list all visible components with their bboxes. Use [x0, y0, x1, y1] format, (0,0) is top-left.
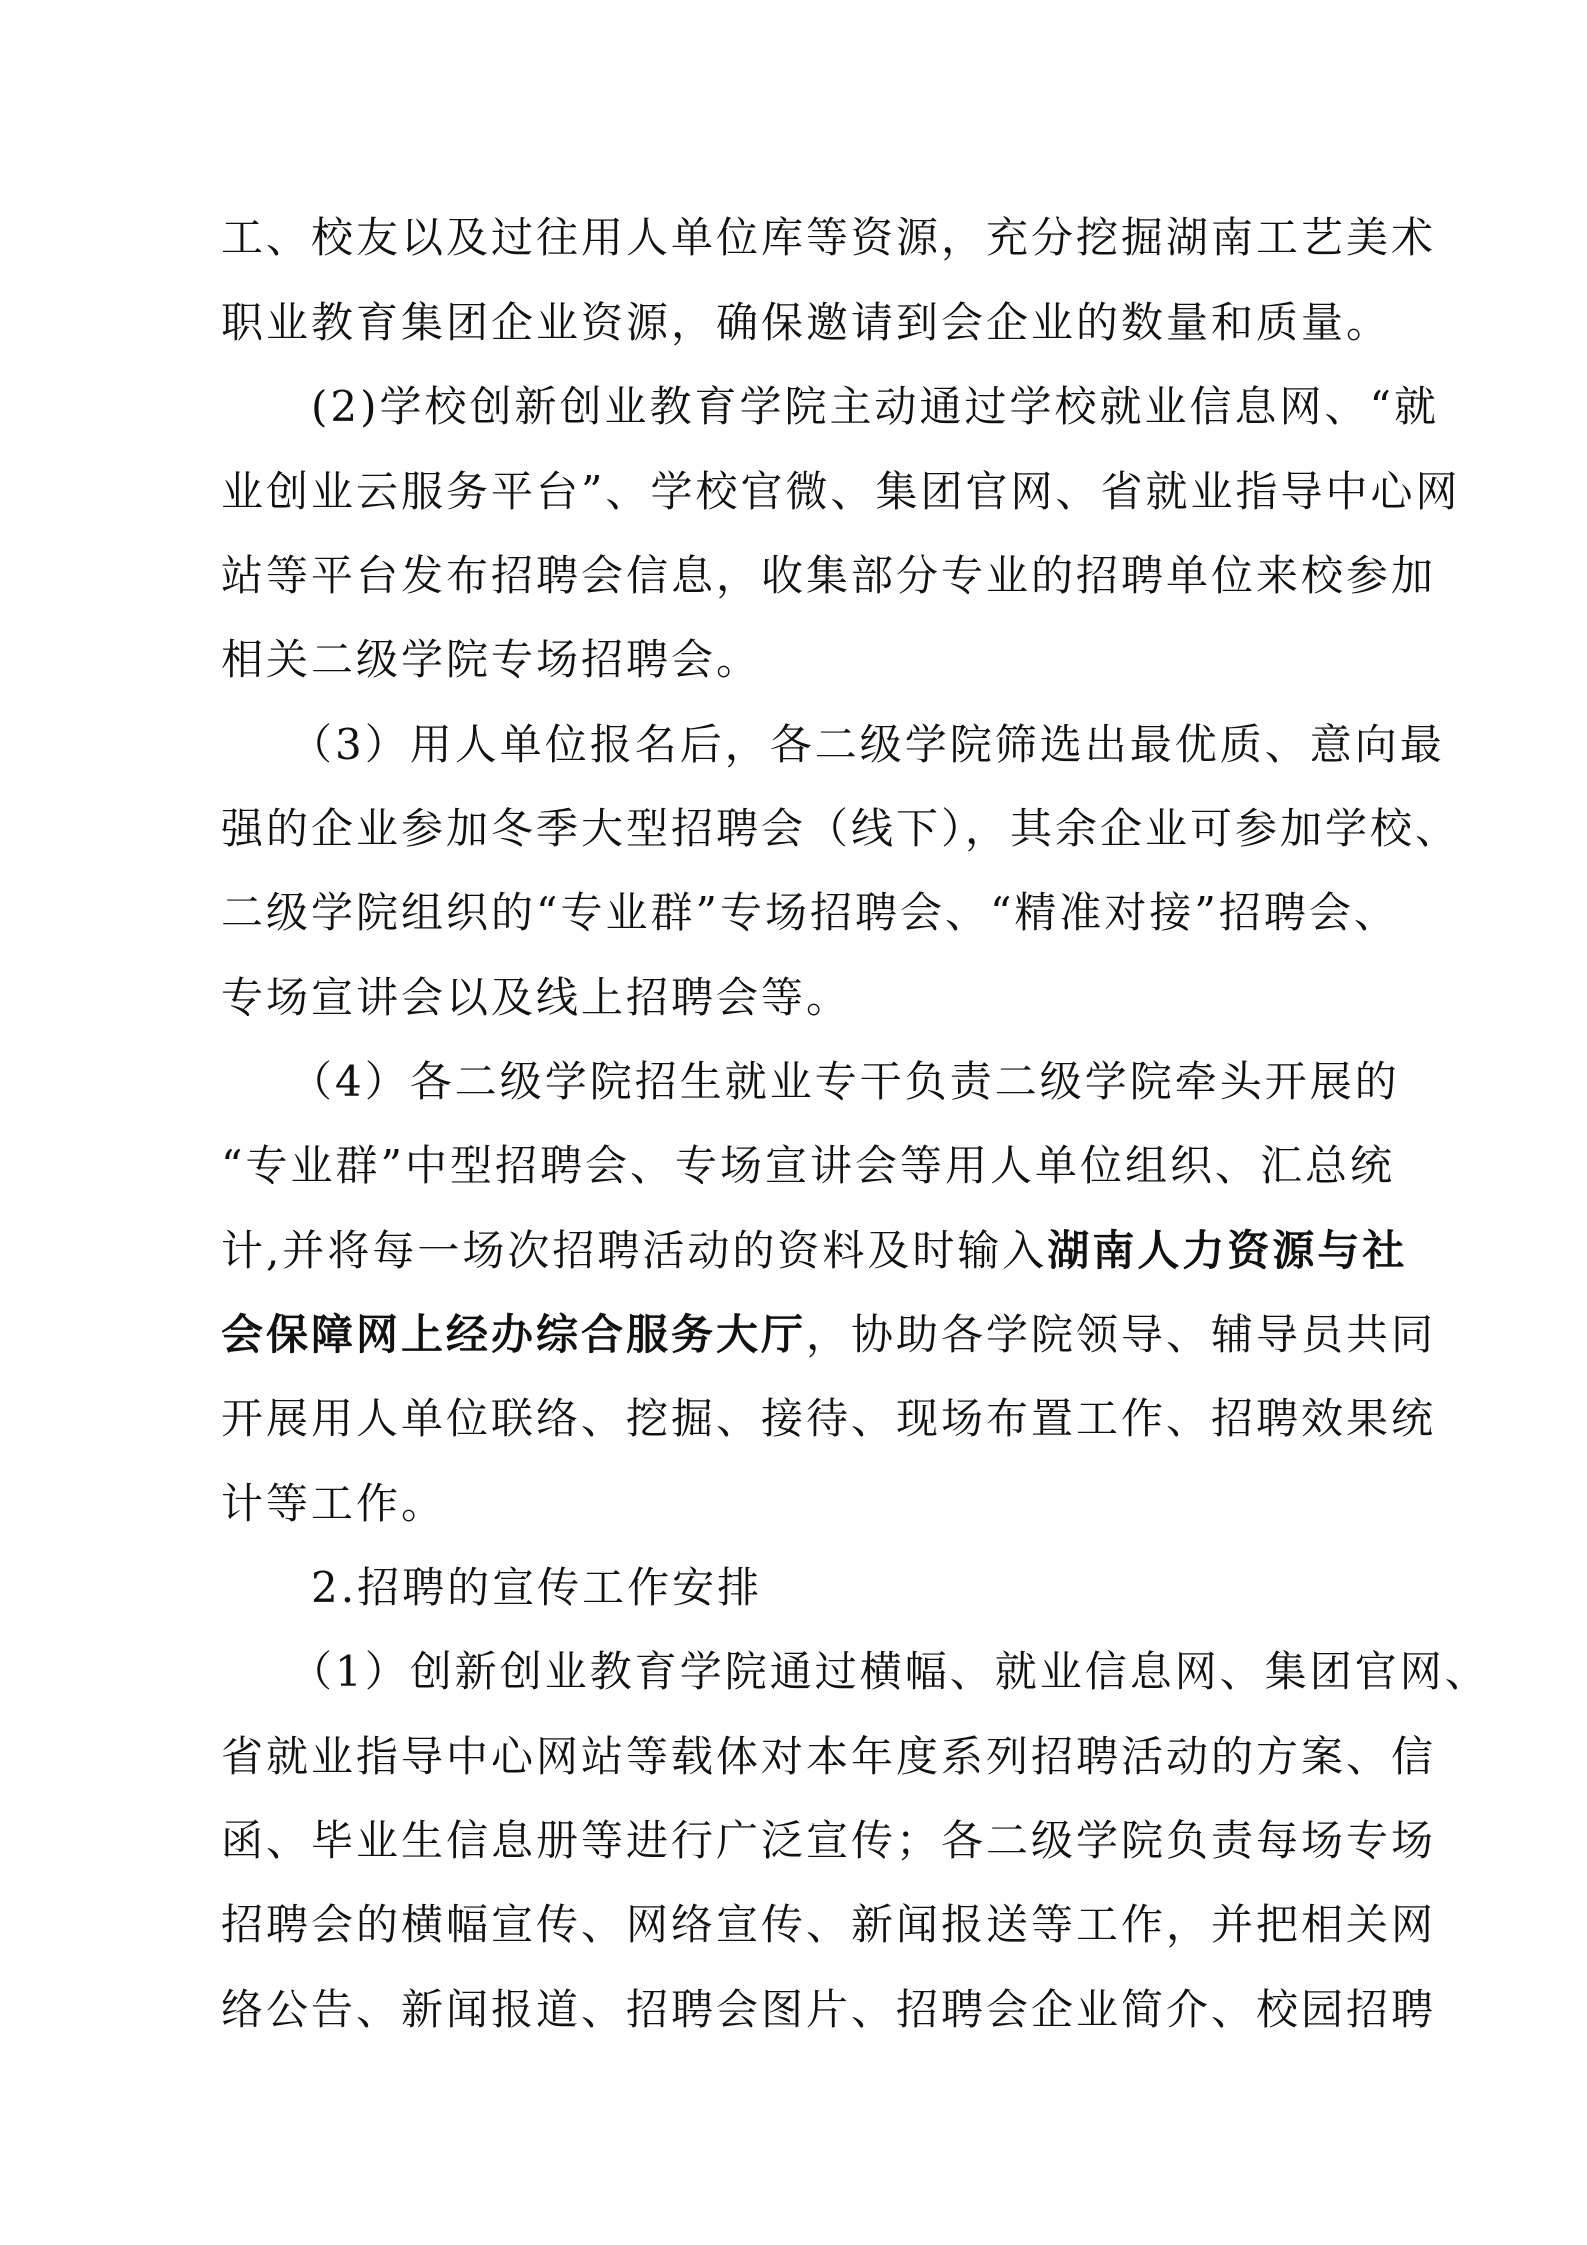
paragraph-line: 站等平台发布招聘会信息，收集部分专业的招聘单位来校参加 — [221, 551, 1437, 600]
line-text: ，协助各学院领导、辅导员共同 — [806, 1310, 1437, 1359]
paragraph-line: 相关二级学院专场招聘会。 — [221, 635, 762, 684]
paragraph-line: (2)学校创新创业教育学院主动通过学校就业信息网、“就 — [221, 382, 1439, 431]
paragraph-line: 招聘会的横幅宣传、网络宣传、新闻报送等工作，并把相关网 — [221, 1900, 1437, 1949]
paragraph-line: 开展用人单位联络、挖掘、接待、现场布置工作、招聘效果统 — [221, 1394, 1437, 1443]
paragraph-line: 函、毕业生信息册等进行广泛宣传；各二级学院负责每场专场 — [221, 1816, 1437, 1865]
section-heading: 2.招聘的宣传工作安排 — [221, 1563, 763, 1612]
paragraph-line: 专场宣讲会以及线上招聘会等。 — [221, 973, 852, 1022]
paragraph-line: 业创业云服务平台”、学校官微、集团官网、省就业指导中心网 — [221, 467, 1461, 516]
paragraph-line: 强的企业参加冬季大型招聘会（线下），其余企业可参加学校、 — [221, 804, 1461, 853]
paragraph-line: （3）用人单位报名后，各二级学院筛选出最优质、意向最 — [221, 720, 1445, 769]
paragraph-line — [221, 1225, 1408, 1277]
paragraph-line: 省就业指导中心网站等载体对本年度系列招聘活动的方案、信 — [221, 1732, 1437, 1781]
paragraph-line — [221, 1309, 1437, 1361]
bold-text: 会保障网上经办综合服务大厅 — [221, 1310, 807, 1359]
paragraph-line: 职业教育集团企业资源，确保邀请到会企业的数量和质量。 — [221, 298, 1392, 347]
paragraph-line: 计等工作。 — [221, 1479, 447, 1528]
paragraph-line: 络公告、新闻报道、招聘会图片、招聘会企业简介、校园招聘 — [221, 1985, 1437, 2034]
paragraph-line: （1）创新创业教育学院通过横幅、就业信息网、集团官网、 — [221, 1647, 1490, 1696]
paragraph-line: “专业群”中型招聘会、专场宣讲会等用人单位组织、汇总统 — [221, 1141, 1395, 1190]
paragraph-line: 二级学院组织的“专业群”专场招聘会、“精准对接”招聘会、 — [221, 888, 1399, 937]
bold-text: 湖南人力资源与社 — [1047, 1226, 1408, 1275]
paragraph-line: （4）各二级学院招生就业专干负责二级学院牵头开展的 — [221, 1057, 1400, 1106]
paragraph-line: 工、校友以及过往用人单位库等资源，充分挖掘湖南工艺美术 — [221, 213, 1437, 262]
line-text: 计,并将每一场次招聘活动的资料及时输入 — [221, 1226, 1048, 1275]
